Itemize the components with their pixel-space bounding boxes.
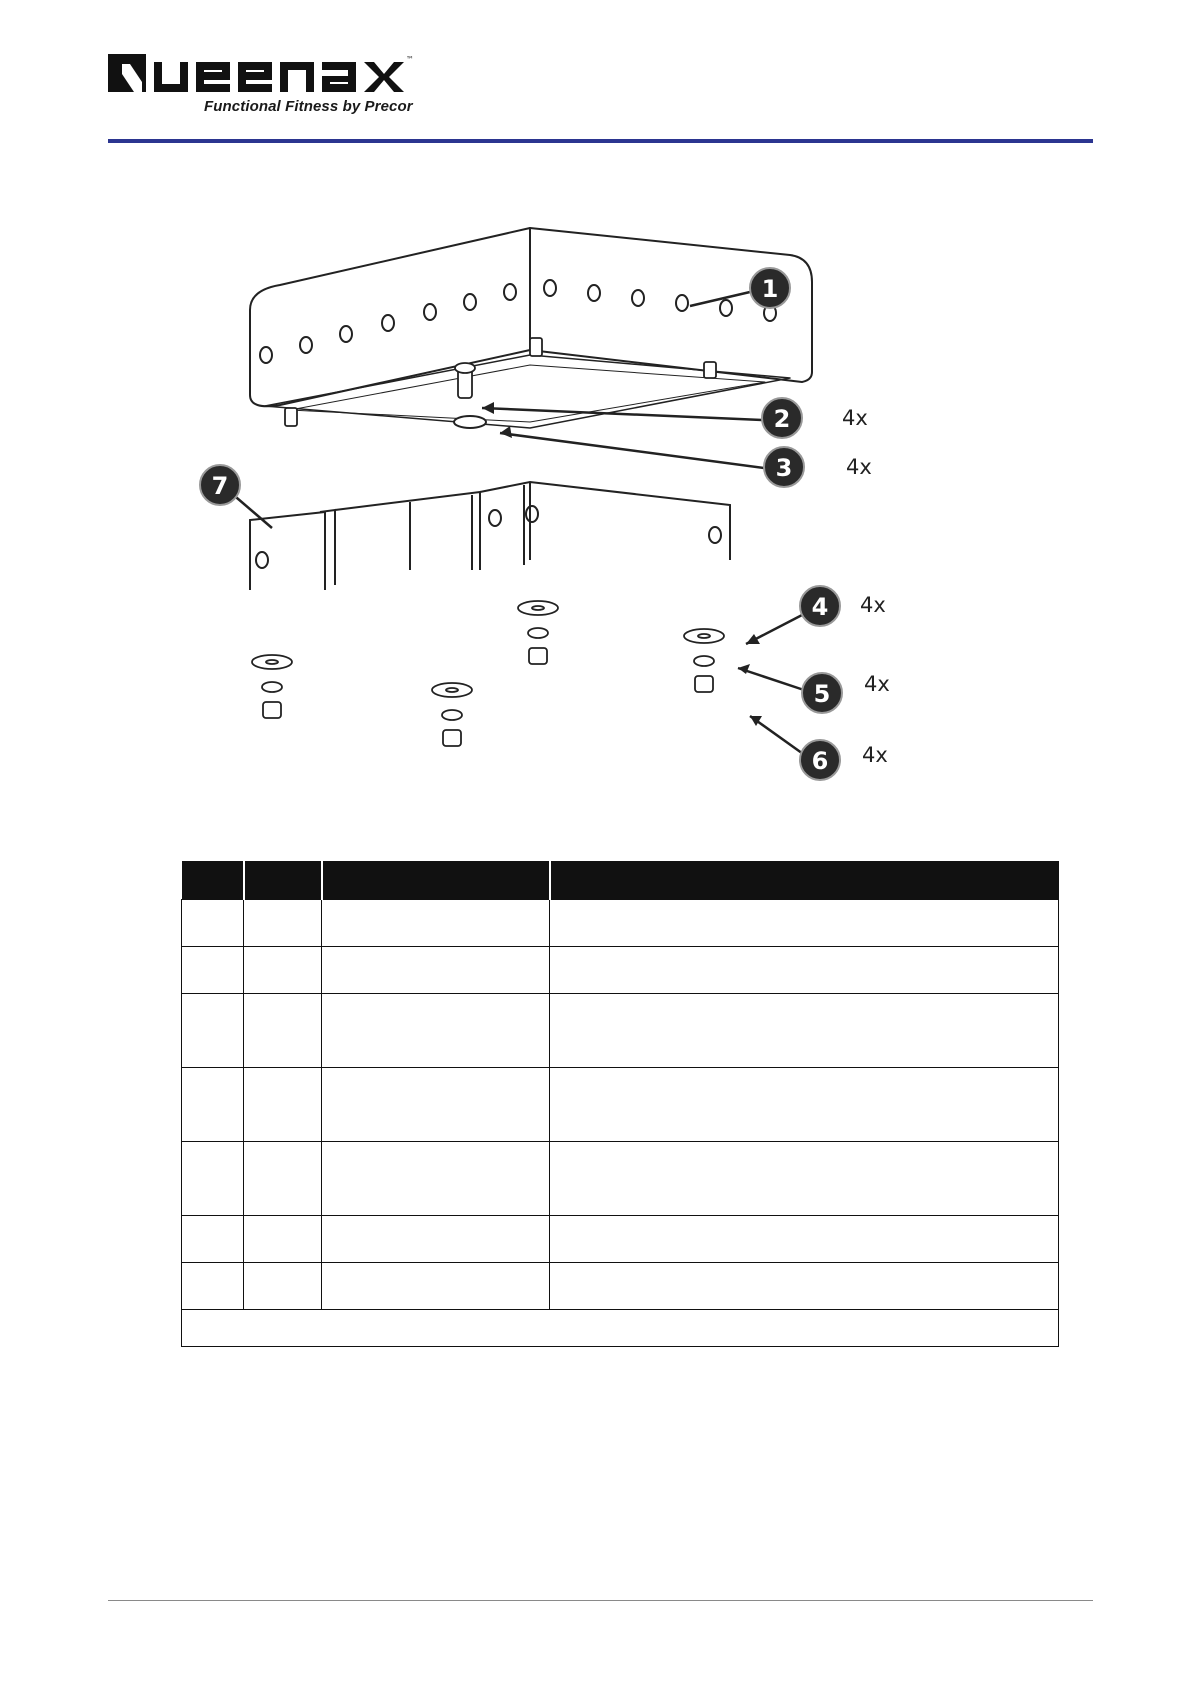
assembly-diagram xyxy=(170,210,930,810)
svg-text:7: 7 xyxy=(211,472,229,500)
table-cell xyxy=(550,1142,1059,1216)
table-cell xyxy=(322,947,550,994)
header-cell xyxy=(182,861,244,900)
svg-text:4x: 4x xyxy=(860,593,886,617)
svg-text:4x: 4x xyxy=(864,672,890,696)
table-row xyxy=(182,900,1059,947)
table-cell xyxy=(244,1216,322,1263)
svg-text:1: 1 xyxy=(761,275,779,303)
table-footer-cell xyxy=(182,1310,1059,1347)
svg-text:4x: 4x xyxy=(862,743,888,767)
table-cell xyxy=(182,1263,244,1310)
table-row xyxy=(182,1142,1059,1216)
callout-7 xyxy=(200,465,240,505)
table-cell xyxy=(182,994,244,1068)
table-cell xyxy=(244,1263,322,1310)
table-cell xyxy=(182,900,244,947)
header-divider xyxy=(108,139,1093,143)
table-cell xyxy=(550,1216,1059,1263)
callout-3 xyxy=(764,447,872,487)
logo-wordmark xyxy=(108,52,438,96)
svg-text:3: 3 xyxy=(775,454,793,482)
table-cell xyxy=(550,994,1059,1068)
header-cell xyxy=(550,861,1059,900)
frame-right-panel xyxy=(480,482,730,565)
table-row xyxy=(182,1216,1059,1263)
callout-5 xyxy=(802,672,890,713)
logo-tagline: Functional Fitness by Precor xyxy=(204,98,413,115)
table-cell xyxy=(322,1263,550,1310)
header-cell xyxy=(322,861,550,900)
table-cell xyxy=(182,1068,244,1142)
callout-1 xyxy=(750,268,790,308)
header-cell xyxy=(244,861,322,900)
svg-text:4x: 4x xyxy=(842,406,868,430)
parts-table xyxy=(181,861,1059,1347)
footer-divider xyxy=(108,1600,1093,1601)
parts-table-header xyxy=(182,861,1059,900)
table-cell xyxy=(244,900,322,947)
callout-6 xyxy=(800,740,888,780)
table-cell xyxy=(550,947,1059,994)
table-cell xyxy=(244,1142,322,1216)
table-row xyxy=(182,947,1059,994)
table-cell xyxy=(322,1142,550,1216)
svg-text:6: 6 xyxy=(811,747,829,775)
svg-text:2: 2 xyxy=(773,405,791,433)
table-row xyxy=(182,1263,1059,1310)
table-cell xyxy=(550,900,1059,947)
svg-text:™: ™ xyxy=(406,55,414,64)
table-cell xyxy=(550,1068,1059,1142)
table-cell xyxy=(244,947,322,994)
top-box-left-face xyxy=(250,228,530,406)
callout-4 xyxy=(800,586,886,626)
table-cell xyxy=(322,900,550,947)
table-cell xyxy=(182,1142,244,1216)
table-row xyxy=(182,994,1059,1068)
table-cell xyxy=(244,1068,322,1142)
table-cell xyxy=(322,994,550,1068)
svg-text:5: 5 xyxy=(813,680,831,708)
table-cell xyxy=(550,1263,1059,1310)
callout-2 xyxy=(762,398,868,438)
table-cell xyxy=(182,1216,244,1263)
table-cell xyxy=(244,994,322,1068)
table-footer-row xyxy=(182,1310,1059,1347)
table-row xyxy=(182,1068,1059,1142)
table-cell xyxy=(322,1068,550,1142)
brand-logo xyxy=(108,52,438,118)
svg-text:4: 4 xyxy=(811,593,829,621)
frame-left-panel xyxy=(250,512,325,590)
svg-text:4x: 4x xyxy=(846,455,872,479)
table-cell xyxy=(322,1216,550,1263)
table-cell xyxy=(182,947,244,994)
